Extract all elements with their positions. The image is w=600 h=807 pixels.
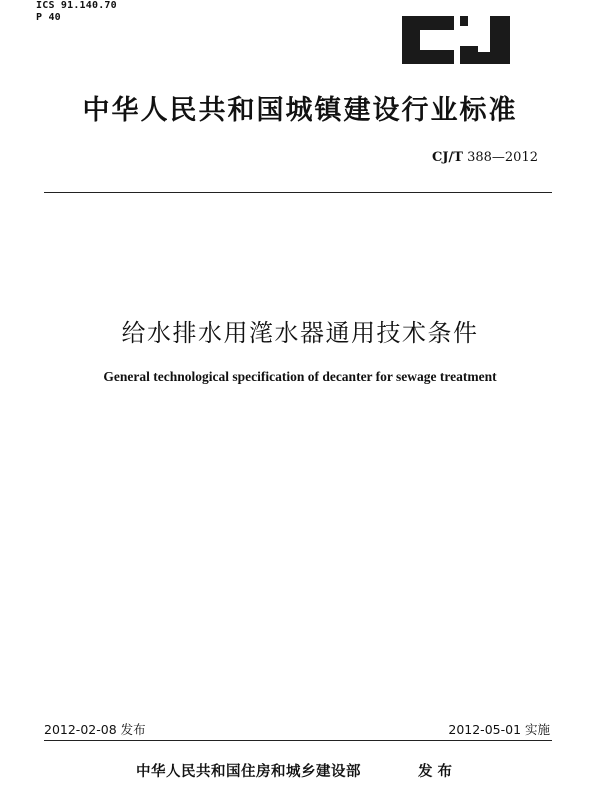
ics-code: ICS 91.140.70 <box>36 0 117 11</box>
standard-code-number: 388—2012 <box>467 150 538 165</box>
cj-logo-graphic <box>398 12 516 68</box>
implement-date: 2012-05-01 实施 <box>448 722 550 737</box>
standard-code-prefix: CJ/T <box>432 150 463 165</box>
publish-label: 发布 <box>418 764 457 780</box>
cj-logo <box>398 12 516 68</box>
document-title-zh: 给水排水用滗水器通用技术条件 <box>121 319 479 347</box>
document-title-en: General technological specification of decanter for sewage treatment <box>103 369 497 384</box>
top-divider <box>44 192 552 193</box>
ics-block <box>36 0 117 24</box>
issue-date: 2012-02-08 发布 <box>44 722 146 737</box>
standard-title: 中华人民共和国城镇建设行业标准 <box>82 95 518 126</box>
publisher: 中华人民共和国住房和城乡建设部 <box>136 764 361 780</box>
bottom-divider <box>44 740 552 741</box>
standard-code <box>432 150 538 165</box>
category-code: P 40 <box>36 12 61 23</box>
